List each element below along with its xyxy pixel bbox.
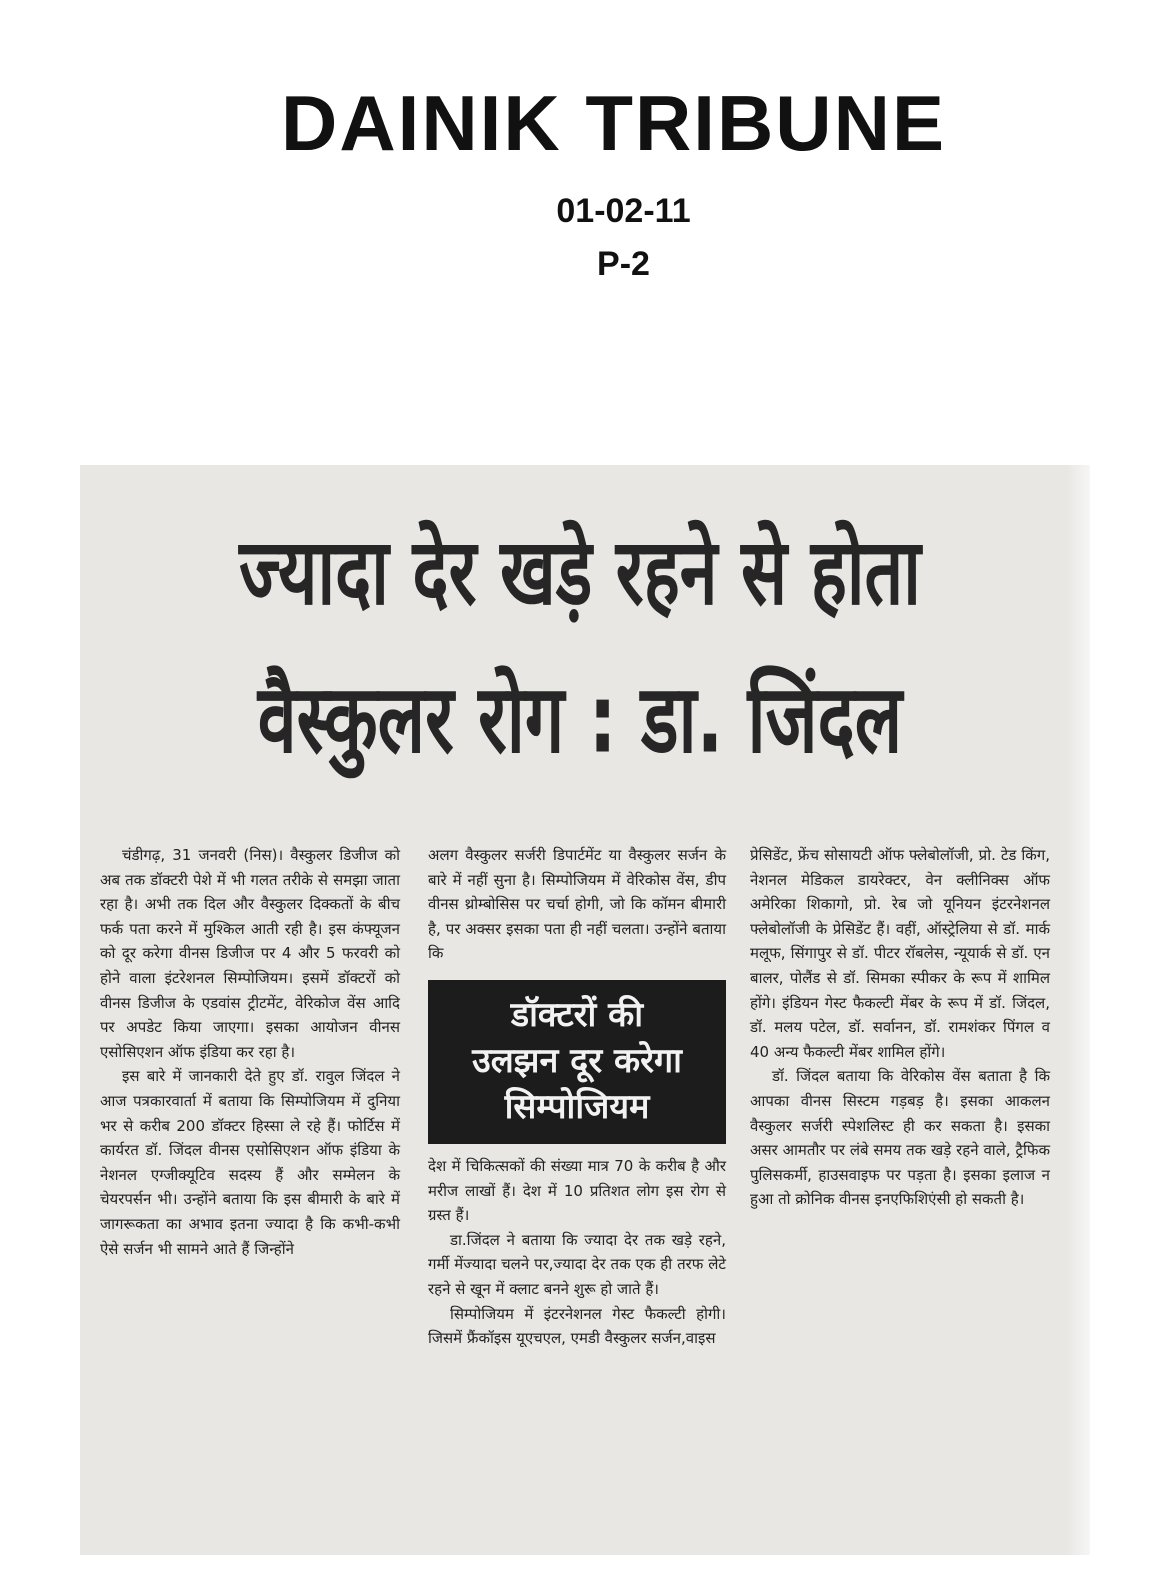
publication-date: 01-02-11 bbox=[556, 192, 691, 230]
subheading-box bbox=[428, 980, 726, 1144]
headline-line-1: ज्यादा देर खड़े रहने से होता bbox=[239, 519, 921, 627]
subheading-line: डॉक्टरों की bbox=[510, 994, 644, 1035]
article-paragraph: डा.जिंदल ने बताया कि ज्यादा देर तक खड़े रहने, गर्मी मेंज्यादा चलने पर,ज्यादा देर तक एक ही तरफ लेटे रहने से खून में क्लाट बनने शुरू हो जाते हैं। bbox=[428, 1230, 726, 1298]
article-column-2 bbox=[428, 843, 726, 1351]
headline-line-2: वैस्कुलर रोग : डा. जिंदल bbox=[257, 663, 903, 775]
article-paragraph: इस बारे में जानकारी देते हुए डॉ. रावुल जिंदल ने आज पत्रकारवार्ता में बताया कि सिम्पोजियम में दुनिया भर से करीब 200 डॉक्टर हिस्सा ले रहे हैं। फोर्टिस में कार्यरत डॉ. जिंदल वीनस एसोसिएशन ऑफ इंडिया के नेशनल एग्जीक्यूटिव सदस्य हैं और सम्मेलन के चेयरपर्सन भी। उन्होंने बताया कि इस बीमारी के बारे में जागरूकता का अभाव इतना ज्यादा है कि कभी-कभी ऐसे सर्जन भी सामने आते हैं जिन्होंने bbox=[100, 1067, 400, 1258]
article-paragraph: अलग वैस्कुलर सर्जरी डिपार्टमेंट या वैस्कुलर सर्जन के बारे में नहीं सुना है। सिम्पोजियम में वेरिकोस वेंस, डीप वीनस थ्रोम्बोसिस पर चर्चा होगी, जो कि कॉमन बीमारी है, पर अक्सर इसका पता ही नहीं चलता। उन्होंने बताया कि bbox=[428, 846, 726, 963]
article-paragraph: सिम्पोजियम में इंटरनेशनल गेस्ट फैकल्टी होगी। जिसमें फ्रैंकॉइस यूएचएल, एमडी वैस्कुलर सर्जन,वाइस bbox=[428, 1304, 726, 1348]
subheading-line: उलझन दूर करेगा bbox=[472, 1040, 682, 1081]
article-paragraph: डॉ. जिंदल बताया कि वेरिकोस वेंस बताता है कि आपका वीनस सिस्टम गड़बड़ है। इसका आकलन वैस्कुलर सर्जरी स्पेशलिस्ट ही कर सकता है। इसका असर आमतौर पर लंबे समय तक खड़े रहने वाले, ट्रैफिक पुलिसकर्मी, हाउसवाइफ पर पड़ता है। इसका इलाज न हुआ तो क्रोनिक वीनस इनएफिशिएंसी हो सकती है। bbox=[750, 1067, 1050, 1209]
subheading-line: सिम्पोजियम bbox=[504, 1086, 650, 1127]
article-paragraph: देश में चिकित्सकों की संख्या मात्र 70 के करीब है और मरीज लाखों हैं। देश में 10 प्रतिशत लोग इस रोग से ग्रस्त हैं। bbox=[428, 1156, 726, 1225]
newspaper-name: DAINIK TRIBUNE bbox=[281, 79, 946, 167]
article-column-3 bbox=[750, 843, 1050, 1212]
article-column-1 bbox=[100, 843, 400, 1261]
article-paragraph: चंडीगढ़, 31 जनवरी (निस)। वैस्कुलर डिजीज को अब तक डॉक्टरी पेशे में भी गलत तरीके से समझा जाता रहा है। अभी तक दिल और वैस्कुलर दिक्कतों के बीच फर्क पता करने में मुश्किल आती रही है। इस कंफ्यूजन को दूर करेगा वीनस डिजीज पर 4 और 5 फरवरी को होने वाला इंटरेशनल सिम्पोजियम। इसमें डॉक्टरों को वीनस डिजीज के एडवांस ट्रीटमेंट, वेरिकोज वेंस आदि पर अपडेट किया जाएगा। इसका आयोजन वीनस एसोसिएशन ऑफ इंडिया कर रहा है। bbox=[100, 846, 400, 1061]
page-number: P-2 bbox=[597, 245, 650, 283]
clipping-edge bbox=[1066, 465, 1090, 1555]
news-clipping bbox=[80, 465, 1090, 1555]
article-paragraph: प्रेसिडेंट, फ्रेंच सोसायटी ऑफ फ्लेबोलॉजी, प्रो. टेड किंग, नेशनल मेडिकल डायरेक्टर, वेन क्लीनिक्स ऑफ अमेरिका शिकागो, प्रो. रेब जो यूनियन इंटरनेशनल फ्लेबोलॉजी के प्रेसिडेंट हैं। वहीं, ऑस्ट्रेलिया से डॉ. मार्क मलूफ, सिंगापुर से डॉ. पीटर रॉबलेस, न्यूयार्क से डॉ. एन बालर, पोलैंड से डॉ. सिमका स्पीकर के रूप में शामिल होंगे। इंडियन गेस्ट फैकल्टी मेंबर के रूप में डॉ. जिंदल, डॉ. मलय पटेल, डॉ. सर्वानन, डॉ. रामशंकर पिंगल व 40 अन्य फैकल्टी मेंबर शामिल होंगे। bbox=[750, 846, 1050, 1061]
